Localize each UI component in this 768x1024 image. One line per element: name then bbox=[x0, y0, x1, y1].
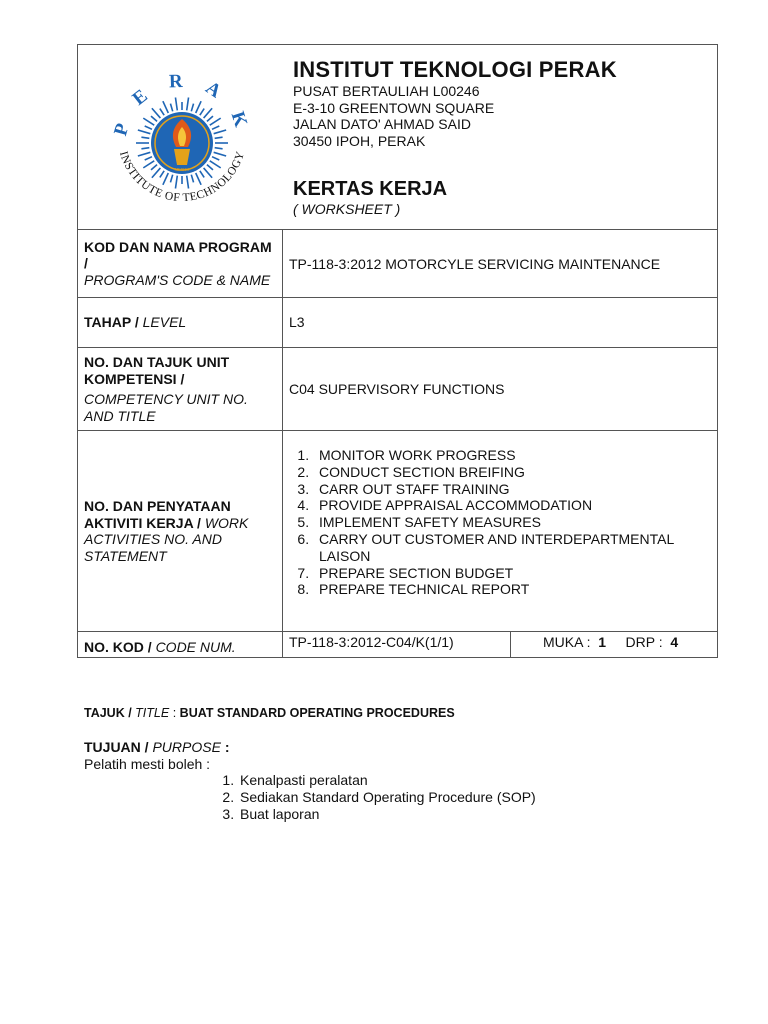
purpose-item: 2. Sediakan Standard Operating Procedure (SOP) bbox=[238, 789, 536, 806]
logo-ray bbox=[215, 148, 223, 149]
unit-label: NO. DAN TAJUK UNIT KOMPETENSI / COMPETENCY UNIT NO. AND TITLE bbox=[78, 348, 283, 431]
total-pages: 4 bbox=[670, 634, 679, 650]
activities-list bbox=[289, 447, 711, 598]
purpose-heading: TUJUAN / PURPOSE : bbox=[84, 739, 230, 755]
logo-ray bbox=[196, 101, 201, 113]
logo-ray bbox=[175, 97, 177, 110]
logo-ray bbox=[204, 168, 213, 178]
purpose-list bbox=[212, 772, 536, 823]
activity-item: 2. CONDUCT SECTION BREIFING bbox=[313, 464, 711, 481]
address-line-2: E-3-10 GREENTOWN SQUARE bbox=[293, 99, 495, 116]
logo-ray bbox=[200, 171, 204, 178]
logo-ray bbox=[175, 176, 177, 189]
institute-logo bbox=[106, 67, 258, 219]
logo-ray bbox=[145, 157, 152, 160]
purpose-item: 1. Kenalpasti peralatan bbox=[238, 772, 536, 789]
document-title: KERTAS KERJA bbox=[293, 178, 448, 200]
activity-item: 1. MONITOR WORK PROGRESS bbox=[313, 447, 711, 464]
logo-ray bbox=[214, 130, 226, 134]
activities-list-cell bbox=[283, 431, 718, 632]
activities-label: NO. DAN PENYATAAN AKTIVITI KERJA / WORK ACTIVITIES NO. AND STATEMENT bbox=[78, 431, 283, 632]
worksheet-header-table bbox=[77, 44, 718, 658]
logo-ray bbox=[212, 126, 219, 129]
logo-ray bbox=[151, 116, 157, 121]
logo-ray bbox=[207, 116, 213, 121]
logo-ray bbox=[207, 165, 213, 170]
logo-ray bbox=[151, 165, 157, 170]
logo-arc-top-text: P E R A K bbox=[110, 70, 255, 139]
program-value: TP-118-3:2012 MOTORCYLE SERVICING MAINTENANCE bbox=[283, 230, 718, 298]
activity-item: 8. PREPARE TECHNICAL REPORT bbox=[313, 581, 711, 598]
logo-ray bbox=[212, 157, 219, 160]
logo-ray bbox=[141, 148, 149, 149]
activity-item: 3. CARR OUT STAFF TRAINING bbox=[313, 481, 711, 498]
activity-item: 7. PREPARE SECTION BUDGET bbox=[313, 565, 711, 582]
activity-item: 5. IMPLEMENT SAFETY MEASURES bbox=[313, 514, 711, 531]
logo-ray bbox=[141, 137, 149, 138]
unit-value: C04 SUPERVISORY FUNCTIONS bbox=[283, 348, 718, 431]
address-line-3: JALAN DATO' AHMAD SAID bbox=[293, 116, 471, 132]
logo-ray bbox=[214, 152, 226, 156]
logo-ray bbox=[145, 126, 152, 129]
logo-ray bbox=[138, 152, 150, 156]
logo-ray bbox=[152, 168, 161, 178]
program-label: KOD DAN NAMA PROGRAM / PROGRAM'S CODE & NAME bbox=[78, 230, 283, 298]
logo-ray bbox=[200, 109, 204, 116]
document-subtitle: ( WORKSHEET ) bbox=[293, 201, 401, 217]
address-line-1: PUSAT BERTAULIAH L00246 bbox=[293, 83, 480, 99]
purpose-intro: Pelatih mesti boleh : bbox=[84, 756, 211, 772]
header-cell bbox=[78, 45, 718, 230]
code-label: NO. KOD / CODE NUM. bbox=[78, 632, 283, 658]
level-value: L3 bbox=[283, 298, 718, 348]
logo-ray bbox=[170, 175, 172, 183]
activity-item: 4. PROVIDE APPRAISAL ACCOMMODATION bbox=[313, 497, 711, 514]
logo-ray bbox=[163, 101, 168, 113]
logo-motto: MERITA bbox=[174, 167, 190, 172]
logo-ray bbox=[163, 173, 168, 185]
logo-ray bbox=[210, 118, 221, 125]
logo-ray bbox=[191, 104, 193, 112]
institution-name: INSTITUT TEKNOLOGI PERAK bbox=[293, 57, 617, 82]
logo-ray bbox=[215, 137, 223, 138]
logo-ray bbox=[204, 108, 213, 118]
logo-ray bbox=[160, 109, 164, 116]
logo-ray bbox=[187, 97, 189, 110]
address-line-4: 30450 IPOH, PERAK bbox=[293, 132, 426, 149]
code-value: TP-118-3:2012-C04/K(1/1) bbox=[283, 632, 511, 658]
logo-ray bbox=[196, 173, 201, 185]
page-number: 1 bbox=[598, 634, 607, 650]
purpose-item: 3. Buat laporan bbox=[238, 806, 536, 823]
logo-ray bbox=[138, 130, 150, 134]
logo-ray bbox=[170, 104, 172, 112]
logo-ray bbox=[143, 118, 154, 125]
activity-item: 6. CARRY OUT CUSTOMER AND INTERDEPARTMENTAL LAISON bbox=[313, 531, 711, 565]
logo-arc-bottom-text: INSTITUTE OF TECHNOLOGY bbox=[116, 149, 248, 205]
logo-ray bbox=[191, 175, 193, 183]
logo-ray bbox=[187, 176, 189, 189]
level-label: TAHAP / LEVEL bbox=[78, 298, 283, 348]
header-text-block bbox=[293, 57, 617, 217]
logo-ray bbox=[152, 108, 161, 118]
logo-ray bbox=[160, 171, 164, 178]
worksheet-title: BUAT STANDARD OPERATING PROCEDURES bbox=[179, 706, 455, 720]
page-info: MUKA : 1 DRP : 4 bbox=[511, 632, 718, 658]
title-line: TAJUK / TITLE : BUAT STANDARD OPERATING PROCEDURES bbox=[84, 706, 455, 720]
logo-ray bbox=[210, 161, 221, 168]
logo-ray bbox=[143, 161, 154, 168]
